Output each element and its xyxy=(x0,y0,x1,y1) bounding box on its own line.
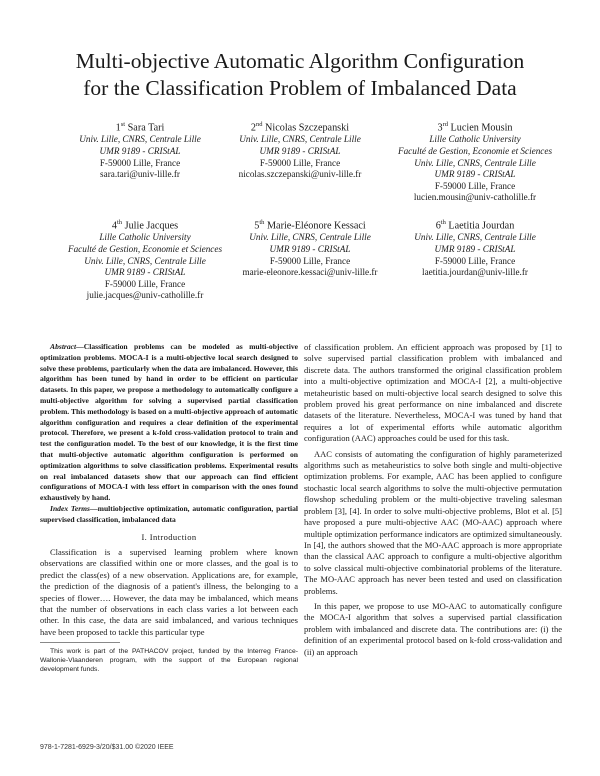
body-paragraph: AAC consists of automating the configuration of highly parameterized algorithms such as metaheuristics to solve both single and multi-objective optimization problems. For example, AAC has been applied to configure stochastic local search algorithms to solve the multi-objective permutation flowshop scheduling problem or the multi-objective traveling salesman problem [3], [4]. In order to solve multi-objective problems, Blot et al. [5] have proposed a pure multi-objective AAC (MO-AAC) approach where multiple optimization performance indicators are optimized simultaneously. In [4], the authors showed that the MO-AAC approach is more appropriate than the classical AAC approach to configure a multi-objective algorithm to solve classical multi-objective combinatorial problems of the literature. The MO-AAC approach has never been tested and used on classification problems. xyxy=(304,448,562,596)
section-heading: I. Introduction xyxy=(141,531,197,542)
author-email: laetitia.jourdan@univ-lille.fr xyxy=(422,267,528,278)
author-email: lucien.mousin@univ-catholille.fr xyxy=(413,192,537,203)
author-location: F-59000 Lille, France xyxy=(269,255,351,266)
author-affiliation: Univ. Lille, CNRS, Centrale Lille xyxy=(249,232,371,243)
author-affiliation: Faculté de Gestion, Economie et Sciences xyxy=(67,243,223,254)
author-affiliation: UMR 9189 - CRIStAL xyxy=(99,145,181,156)
author-block-6 xyxy=(385,216,565,279)
author-location: F-59000 Lille, France xyxy=(434,180,516,191)
author-name-4: 4th Julie Jacques xyxy=(111,219,179,232)
author-location: F-59000 Lille, France xyxy=(104,278,186,289)
author-name-2: 2nd Nicolas Szczepanski xyxy=(250,121,350,134)
abstract-label: Abstract xyxy=(50,342,77,351)
author-name-1: 1st Sara Tari xyxy=(115,121,165,134)
author-name-6: 6th Laetitia Jourdan xyxy=(435,219,515,232)
author-location: F-59000 Lille, France xyxy=(259,157,341,168)
author-email: julie.jacques@univ-catholille.fr xyxy=(86,290,204,301)
body-paragraph: of classification problem. An efficient approach was proposed by [1] to solve supervised partial classification problem with imbalanced and discrete data. The authors transformed the original classification problem into a multi-objective optimization and MOCA-I [2], a multi-objective metaheuristic based on multi-objective local search designed to solve this problem proved his great performance on nine imbalanced and discrete datasets of the literature. Nevertheless, MOCA-I was tuned by hand that requires a lot of experimental efforts while automatic algorithm configuration (AAC) approaches could be used for this task. xyxy=(304,342,562,444)
abstract-text: —Classification problems can be modeled as multi-objective optimization problems. MOCA-I is a multi-objective local search designed to solve these problems, particularly when the data are imbalanced. However, this algorithm has been tuned by hand in order to be efficient on particular datasets. In this paper, we propose a methodology to automatically configure a multi-objective algorithm for solving a supervised partial classification problem. This methodology is based on a multi-objective approach of automatic algorithm configuration and requires a clear definition of the experimental protocol. Therefore, we present a k-fold cross-validation protocol to train and test the configuration model. To the best of our knowledge, it is the first time that multi-objective automatic algorithm configuration is performed on optimization algorithms to solve classification problems. Experimental results on real imbalanced datasets show that our approach can find efficient configurations of MOCA-I with less effort in comparison with the ones found exhaustively by hand. xyxy=(40,342,298,503)
author-affiliation: Univ. Lille, CNRS, Centrale Lille xyxy=(84,255,206,266)
author-affiliation: UMR 9189 - CRIStAL xyxy=(434,243,516,254)
left-column xyxy=(40,342,298,674)
index-terms-label: Index Terms xyxy=(50,503,91,513)
title-line-2: for the Classification Problem of Imbalanced Data xyxy=(83,76,517,100)
body-paragraph: In this paper, we propose to use MO-AAC to automatically configure the MOCA-I algorithm that solves a supervised partial classification problem with imbalanced and discrete data. The contributions are: (i) the definition of an experimental protocol based on k-fold cross-validation and (ii) an approach xyxy=(304,600,562,657)
author-affiliation: Univ. Lille, CNRS, Centrale Lille xyxy=(414,232,536,243)
intro-paragraph: Classification is a supervised learning problem where known observations are classified within one or more classes, and the goal is to predict the class(es) of a new observation. Applications are, for example, the prediction of the diagnosis of a patient's illness, the belonging to a species of flower…. However, the data may be imbalanced, which means that the number of observations in each class varies a lot between each other. In this case, the data are said imbalanced, and various techniques have been proposed to tackle this particular type xyxy=(40,546,298,637)
author-location: F-59000 Lille, France xyxy=(434,255,516,266)
author-affiliation: UMR 9189 - CRIStAL xyxy=(434,169,516,180)
author-location: F-59000 Lille, France xyxy=(99,157,181,168)
author-block-5 xyxy=(220,216,400,279)
author-affiliation: Univ. Lille, CNRS, Centrale Lille xyxy=(414,157,536,168)
author-affiliation: UMR 9189 - CRIStAL xyxy=(259,145,341,156)
author-block-4 xyxy=(50,216,240,302)
author-affiliation: Lille Catholic University xyxy=(429,134,521,145)
author-affiliation: UMR 9189 - CRIStAL xyxy=(269,243,351,254)
author-name-5: 5th Marie-Eléonore Kessaci xyxy=(254,219,366,232)
author-block-1 xyxy=(50,118,230,181)
author-affiliation: Lille Catholic University xyxy=(99,232,191,243)
title-line-1: Multi-objective Automatic Algorithm Configuration xyxy=(75,49,525,73)
author-block-2 xyxy=(210,118,390,181)
author-name-3: 3rd Lucien Mousin xyxy=(437,121,513,134)
author-affiliation: Univ. Lille, CNRS, Centrale Lille xyxy=(239,134,361,145)
author-affiliation: UMR 9189 - CRIStAL xyxy=(104,267,186,278)
abstract xyxy=(40,342,298,526)
funding-footnote: This work is part of the PATHACOV project, funded by the Interreg France-Wallonie-Vlaanderen program, with the support of the European regional development funds. xyxy=(40,648,298,674)
author-affiliation: Univ. Lille, CNRS, Centrale Lille xyxy=(79,134,201,145)
isbn-copyright: 978-1-7281-6929-3/20/$31.00 ©2020 IEEE xyxy=(40,744,174,751)
author-email: nicolas.szczepanski@univ-lille.fr xyxy=(238,169,362,180)
author-email: sara.tari@univ-lille.fr xyxy=(100,169,180,180)
author-affiliation: Faculté de Gestion, Economie et Sciences xyxy=(397,145,553,156)
paper-title xyxy=(40,48,560,102)
author-block-3 xyxy=(380,118,570,204)
index-terms-text: —multiobjective optimization, automatic configuration, partial supervised classification, imbalanced data xyxy=(40,503,299,524)
right-column xyxy=(304,342,562,658)
author-email: marie-eleonore.kessaci@univ-lille.fr xyxy=(242,267,378,278)
footnote-divider xyxy=(40,642,120,643)
